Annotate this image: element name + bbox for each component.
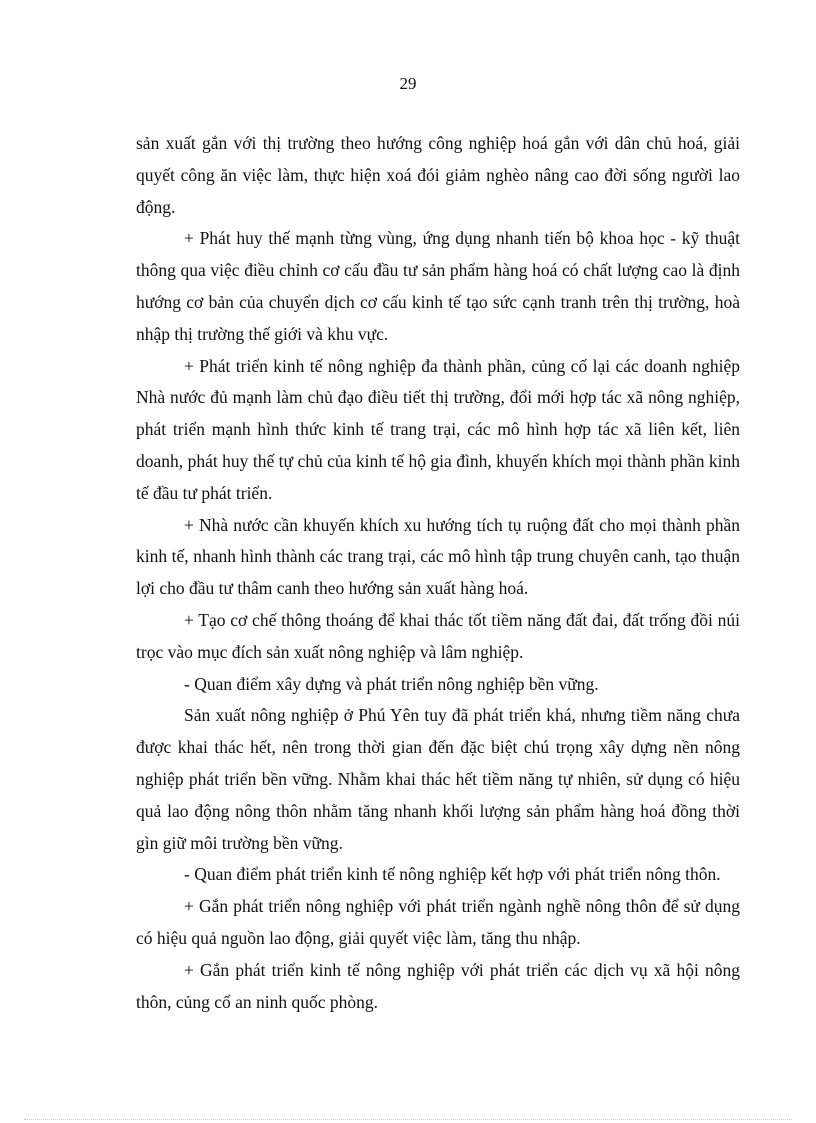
paragraph-regional-strengths: + Phát huy thế mạnh từng vùng, ứng dụng nhanh tiến bộ khoa học - kỹ thuật thông qua việc điều chỉnh cơ cấu đầu tư sản phẩm hàng hoá có chất lượng cao là định hướng cơ bản của chuyển dịch cơ cấu kinh tế tạo sức cạnh tranh trên thị trường, hoà nhập thị trường thế giới và khu vực. <box>136 228 740 344</box>
paragraph-land-accumulation: + Nhà nước cần khuyến khích xu hướng tích tụ ruộng đất cho mọi thành phần kinh tế, nhanh hình thành các trang trại, các mô hình tập trung chuyên canh, tạo thuận lợi cho đầu tư thâm canh theo hướng sản xuất hàng hoá. <box>136 514 740 599</box>
page-bottom-divider <box>24 1119 792 1120</box>
paragraph-sustainable-viewpoint: - Quan điểm xây dựng và phát triển nông nghiệp bền vững. <box>184 673 599 694</box>
paragraph-rural-development-viewpoint: - Quan điểm phát triển kinh tế nông nghiệp kết hợp với phát triển nông thôn. <box>184 864 721 885</box>
paragraph-open-mechanism: + Tạo cơ chế thông thoáng để khai thác tốt tiềm năng đất đai, đất trống đồi núi trọc vào mục đích sản xuất nông nghiệp và lâm nghiệp. <box>136 609 740 662</box>
paragraph-rural-trades: + Gắn phát triển nông nghiệp với phát triển ngành nghề nông thôn để sử dụng có hiệu quả nguồn lao động, giải quyết việc làm, tăng thu nhập. <box>136 896 740 948</box>
body-text <box>136 128 740 1018</box>
paragraph-phu-yen-production: Sản xuất nông nghiệp ở Phú Yên tuy đã phát triển khá, nhưng tiềm năng chưa được khai thác hết, nên trong thời gian đến đặc biệt chú trọng xây dựng nền nông nghiệp phát triển bền vững. Nhằm khai thác hết tiềm năng tự nhiên, sử dụng có hiệu quả lao động nông thôn nhằm tăng nhanh khối lượng sản phẩm hàng hoá đồng thời gìn giữ môi trường bền vững. <box>136 705 740 853</box>
paragraph-multi-sector-economy: + Phát triển kinh tế nông nghiệp đa thành phần, củng cố lại các doanh nghiệp Nhà nước đủ mạnh làm chủ đạo điều tiết thị trường, đổi mới hợp tác xã nông nghiệp, phát triển mạnh hình thức kinh tế trang trại, các mô hình hợp tác xã liên kết, liên doanh, phát huy thế tự chủ của kinh tế hộ gia đình, khuyến khích mọi thành phần kinh tế đầu tư phát triển. <box>136 355 740 503</box>
page-number: 29 <box>399 74 417 93</box>
paragraph-social-services: + Gắn phát triển kinh tế nông nghiệp với phát triển các dịch vụ xã hội nông thôn, củng cố an ninh quốc phòng. <box>136 959 740 1012</box>
paragraph-continuation: sản xuất gắn với thị trường theo hướng công nghiệp hoá gắn với dân chủ hoá, giải quyết công ăn việc làm, thực hiện xoá đói giảm nghèo nâng cao đời sống người lao động. <box>136 133 740 217</box>
